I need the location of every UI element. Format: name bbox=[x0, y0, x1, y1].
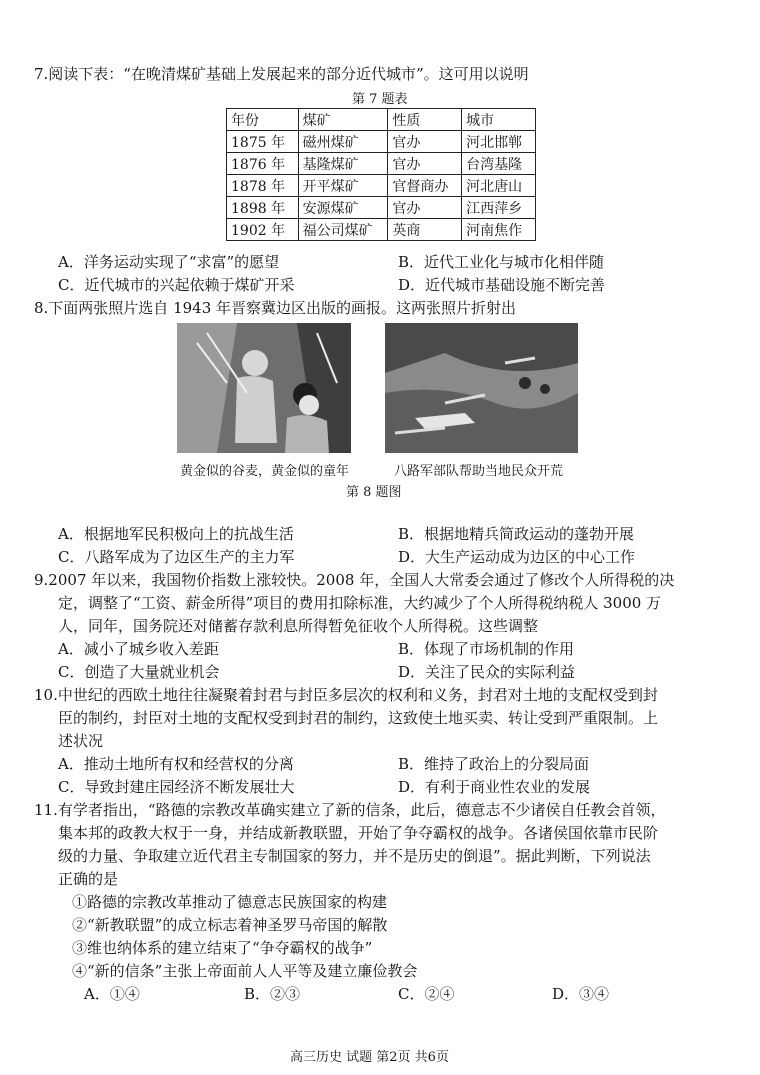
q10-line-2: 臣的制约，封臣对土地的支配权受到封君的制约，这致使土地买卖、转让受到严重限制。上 bbox=[58, 709, 659, 727]
q9-line-1: 9.2007 年以来，我国物价指数上涨较快。2008 年，全国人大常委会通过了修改个人所得税的决 bbox=[34, 571, 675, 589]
q11-option-d: D．③④ bbox=[552, 985, 610, 1003]
q7-table bbox=[226, 108, 536, 241]
q7-option-b: B．近代工业化与城市化相伴随 bbox=[398, 253, 605, 271]
table-header-cell: 年份 bbox=[227, 109, 299, 131]
table-header-cell: 性质 bbox=[388, 109, 462, 131]
q8-figure-caption: 第 8 题图 bbox=[346, 485, 402, 500]
table-cell: 台湾基隆 bbox=[462, 153, 536, 175]
table-cell: 1902 年 bbox=[227, 219, 299, 241]
table-cell: 英商 bbox=[388, 219, 462, 241]
q9-line-2: 定，调整了“工资、薪金所得”项目的费用扣除标准，大约减少了个人所得税纳税人 3000 万 bbox=[58, 594, 662, 612]
q9-option-d: D．关注了民众的实际利益 bbox=[398, 663, 576, 681]
photo1-caption: 黄金似的谷麦，黄金似的童年 bbox=[180, 464, 350, 479]
table-cell: 安源煤矿 bbox=[298, 197, 388, 219]
q8-option-b: B．根据地精兵简政运动的蓬勃开展 bbox=[398, 525, 635, 543]
q11-line-1: 11.有学者指出，“路德的宗教改革确实建立了新的信条，此后，德意志不少诸侯自任教会首领， bbox=[34, 801, 666, 819]
table-cell: 1875 年 bbox=[227, 131, 299, 153]
table-cell: 1878 年 bbox=[227, 175, 299, 197]
q11-option-a: A．①④ bbox=[84, 985, 140, 1003]
q11-option-c: C．②④ bbox=[398, 985, 455, 1003]
q9-option-b: B．体现了市场机制的作用 bbox=[398, 640, 575, 658]
q10-line-3: 述状况 bbox=[58, 732, 104, 750]
q9-line-3: 人，同年，国务院还对储蓄存款利息所得暂免征收个人所得税。这些调整 bbox=[58, 617, 539, 635]
q11-line-2: 集本邦的政教大权于一身，并结成新教联盟，开始了争夺霸权的战争。各诸侯国依靠市民阶 bbox=[58, 824, 659, 842]
table-row bbox=[227, 219, 536, 241]
q11-statement-2: ②“新教联盟”的成立标志着神圣罗马帝国的解散 bbox=[72, 916, 388, 934]
page-footer: 高三历史 试题 第2页 共6页 bbox=[290, 1050, 449, 1065]
table-cell: 河北邯郸 bbox=[462, 131, 536, 153]
table-header-cell: 城市 bbox=[462, 109, 536, 131]
table-cell: 江西萍乡 bbox=[462, 197, 536, 219]
q7-option-c: C．近代城市的兴起依赖于煤矿开采 bbox=[58, 276, 295, 294]
q8-option-a: A．根据地军民积极向上的抗战生活 bbox=[58, 525, 294, 543]
q8-option-d: D．大生产运动成为边区的中心工作 bbox=[398, 548, 636, 566]
table-row bbox=[227, 153, 536, 175]
photo-army-land-clearing bbox=[385, 323, 578, 453]
q10-option-d: D．有利于商业性农业的发展 bbox=[398, 778, 591, 796]
table-cell: 官督商办 bbox=[388, 175, 462, 197]
q10-option-a: A．推动土地所有权和经营权的分离 bbox=[58, 755, 294, 773]
table-header-cell: 煤矿 bbox=[298, 109, 388, 131]
table-row bbox=[227, 175, 536, 197]
q7-option-a: A．洋务运动实现了“求富”的愿望 bbox=[58, 253, 280, 271]
q10-option-b: B．维持了政治上的分裂局面 bbox=[398, 755, 590, 773]
q7-option-d: D．近代城市基础设施不断完善 bbox=[398, 276, 606, 294]
q10-option-c: C．导致封建庄园经济不断发展壮大 bbox=[58, 778, 295, 796]
q11-statement-4: ④“新的信条”主张上帝面前人人平等及建立廉俭教会 bbox=[72, 962, 418, 980]
table-cell: 磁州煤矿 bbox=[298, 131, 388, 153]
q10-line-1: 10.中世纪的西欧土地往往凝聚着封君与封臣多层次的权利和义务，封君对土地的支配权受到封 bbox=[34, 686, 658, 704]
q11-line-4: 正确的是 bbox=[58, 870, 119, 888]
table-cell: 官办 bbox=[388, 197, 462, 219]
q8-stem: 8.下面两张照片选自 1943 年晋察冀边区出版的画报。这两张照片折射出 bbox=[34, 299, 517, 317]
q11-statement-1: ①路德的宗教改革推动了德意志民族国家的构建 bbox=[72, 893, 388, 911]
table-row bbox=[227, 131, 536, 153]
table-cell: 官办 bbox=[388, 131, 462, 153]
table-header-row bbox=[227, 109, 536, 131]
table-cell: 福公司煤矿 bbox=[298, 219, 388, 241]
q11-option-b: B．②③ bbox=[244, 985, 301, 1003]
table-cell: 基隆煤矿 bbox=[298, 153, 388, 175]
q9-option-c: C．创造了大量就业机会 bbox=[58, 663, 220, 681]
q9-option-a: A．减小了城乡收入差距 bbox=[58, 640, 219, 658]
table-cell: 官办 bbox=[388, 153, 462, 175]
q7-stem: 7.阅读下表：“在晚清煤矿基础上发展起来的部分近代城市”。这可用以说明 bbox=[34, 65, 529, 83]
table-cell: 河南焦作 bbox=[462, 219, 536, 241]
photo-children-harvest bbox=[177, 323, 351, 453]
table-cell: 1898 年 bbox=[227, 197, 299, 219]
q11-line-3: 级的力量、争取建立近代君主专制国家的努力，并不是历史的倒退”。据此判断，下列说法 bbox=[58, 847, 651, 865]
q11-statement-3: ③维也纳体系的建立结束了“争夺霸权的战争” bbox=[72, 939, 373, 957]
q8-option-c: C．八路军成为了边区生产的主力军 bbox=[58, 548, 295, 566]
table-cell: 河北唐山 bbox=[462, 175, 536, 197]
table-row bbox=[227, 197, 536, 219]
photo2-caption: 八路军部队帮助当地民众开荒 bbox=[394, 464, 564, 479]
table-cell: 1876 年 bbox=[227, 153, 299, 175]
table-cell: 开平煤矿 bbox=[298, 175, 388, 197]
q7-table-caption: 第 7 题表 bbox=[352, 92, 408, 107]
